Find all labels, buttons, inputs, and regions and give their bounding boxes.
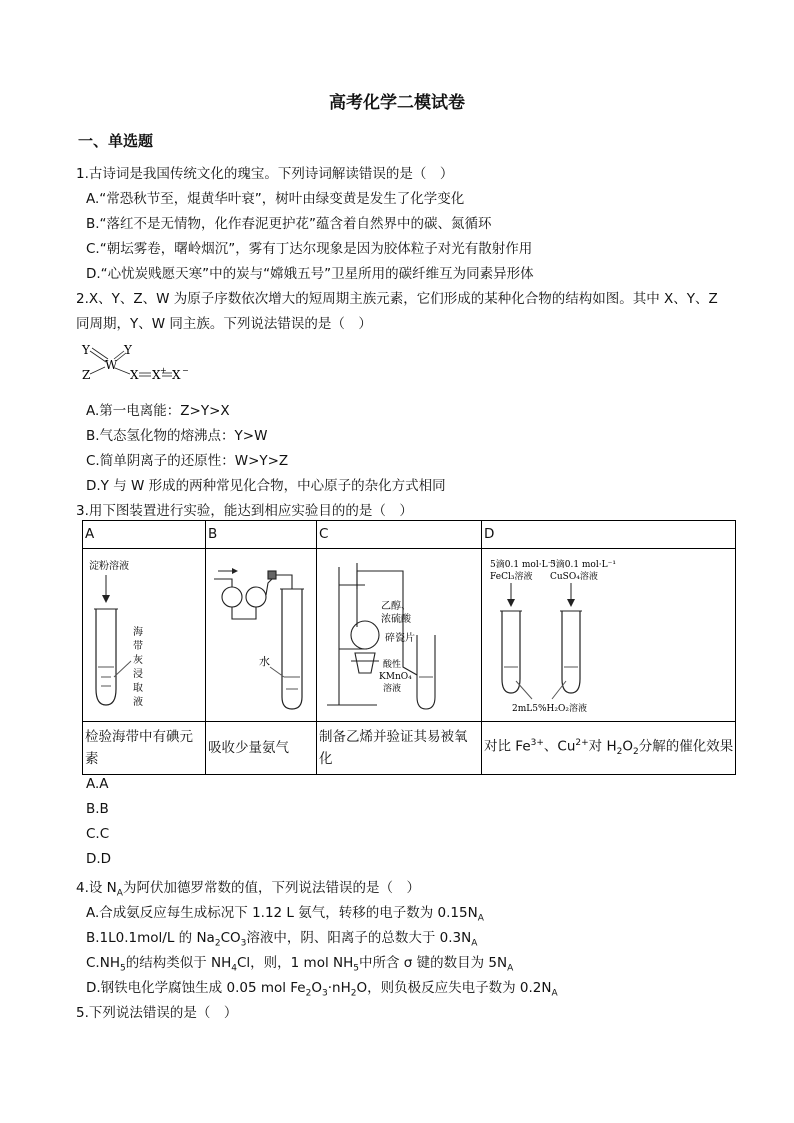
apparatus-b-drawing: [206, 549, 316, 717]
struct-y-left: Y: [82, 343, 90, 357]
struct-x1: X: [130, 368, 139, 382]
question-2-stem-line2: 同周期，Y、W 同主族。下列说法错误的是（ ）: [76, 316, 372, 332]
ammonia-absorber: [214, 571, 292, 619]
purpose-a: 检验海带中有碘元素: [83, 722, 206, 775]
struct-z: Z: [82, 368, 91, 382]
svg-text:海: 海: [133, 627, 143, 638]
label-fecl3-conc: 5滴0.1 mol·L⁻¹: [490, 560, 556, 570]
question-2-option-d: D.Y 与 W 形成的两种常见化合物，中心原子的杂化方式相同: [86, 478, 446, 494]
label-fecl3: FeCl₃溶液: [490, 572, 533, 582]
apparatus-b-cell: [206, 549, 317, 722]
question-3-option-c: C.C: [86, 826, 110, 842]
apparatus-d-drawing: [482, 549, 715, 717]
kmno4-tube: [417, 635, 435, 709]
label-cuso4-conc: 5滴0.1 mol·L⁻¹: [550, 560, 616, 570]
header-b: B: [206, 521, 317, 549]
svg-text:浸: 浸: [133, 669, 143, 680]
question-3-option-b: B.B: [86, 801, 109, 817]
section-heading: 一、单选题: [78, 132, 154, 150]
struct-x2: X: [152, 368, 161, 382]
purpose-b: 吸收少量氨气: [206, 722, 317, 775]
struct-x3: X: [172, 368, 181, 382]
question-1-option-a: A.“常恐秋节至，焜黄华叶衰”，树叶由绿变黄是发生了化学变化: [86, 191, 465, 207]
test-tube: [96, 609, 116, 705]
label-starch-solution: 淀粉溶液: [89, 561, 129, 572]
page-title: 高考化学二模试卷: [329, 93, 465, 113]
svg-text:液: 液: [133, 697, 143, 708]
header-d: D: [482, 521, 736, 549]
header-a: A: [83, 521, 206, 549]
purpose-d: 对比 $Fe^{3+}$、$Cu^{2+}$对 $H_2O_2$分解的催化效果: [482, 722, 736, 775]
header-c: C: [317, 521, 482, 549]
question-1-stem: 1.古诗词是我国传统文化的瑰宝。下列诗词解读错误的是（ ）: [76, 166, 454, 182]
label-porcelain-chips: 碎瓷片: [385, 633, 415, 644]
receiving-tube: [282, 589, 302, 709]
label-sulfuric-acid: 浓硫酸: [381, 614, 411, 625]
question-1-option-d: D.“心忧炭贱愿天寒”中的炭与“嫦娥五号”卫星所用的碳纤维互为同素异形体: [86, 266, 534, 282]
question-2-option-b: B.气态氢化物的熔沸点：Y>W: [86, 428, 268, 444]
label-cuso4: CuSO₄溶液: [550, 572, 598, 582]
question-2-stem-line1: 2.X、Y、Z、W 为原子序数依次增大的短周期主族元素，它们形成的某种化合物的结构如图。其中 X、Y、Z: [76, 291, 718, 307]
question-4-stem: 4.设 $N_A$为阿伏加德罗常数的值，下列说法错误的是（ ）: [76, 880, 420, 899]
svg-text:带: 带: [133, 641, 143, 652]
question-1-option-c: C.“朝坛雾卷，曙岭烟沉”，雾有丁达尔现象是因为胶体粒子对光有散射作用: [86, 241, 533, 257]
question-1-option-b: B.“落红不是无情物，化作春泥更护花”蕴含着自然界中的碳、氮循环: [86, 216, 492, 232]
apparatus-c-drawing: [317, 549, 481, 717]
label-water: 水: [259, 655, 270, 668]
label-ethanol: 乙醇、: [381, 601, 411, 612]
question-2-option-c: C.简单阴离子的还原性：W>Y>Z: [86, 453, 289, 469]
svg-text:KMnO₄: KMnO₄: [379, 672, 412, 682]
svg-text:灰: 灰: [133, 655, 143, 666]
label-h2o2: 2mL5%H₂O₂溶液: [512, 704, 587, 714]
svg-text:酸性: 酸性: [383, 660, 402, 670]
question-4-option-d: D.钢铁电化学腐蚀生成 0.05 mol $Fe_2O_3\cdot nH_2O$，则负极反应失电子数为 $0.2N_A$: [86, 980, 558, 999]
question-5-stem: 5.下列说法错误的是（ ）: [76, 1005, 238, 1021]
structure-diagram: [78, 338, 198, 388]
question-2-option-a: A.第一电离能：Z>Y>X: [86, 403, 230, 419]
struct-w: W: [105, 358, 118, 372]
purpose-c: 制备乙烯并验证其易被氧化: [317, 722, 482, 775]
svg-text:取: 取: [133, 683, 143, 694]
apparatus-d-cell: [482, 549, 736, 722]
test-tube-fecl3: [502, 611, 520, 693]
question-4-option-c: $C.NH_5$的结构类似于 $NH_4Cl$，则，1 mol $NH_5$中所含 σ 键的数目为 $5N_A$: [86, 955, 514, 974]
apparatus-table: [82, 520, 736, 775]
test-tube-cuso4: [562, 611, 580, 693]
question-3-option-d: D.D: [86, 851, 112, 867]
question-4-option-a: A.合成氨反应每生成标况下 1.12 L 氨气，转移的电子数为 $0.15N_A$: [86, 905, 484, 924]
struct-plus: +: [160, 366, 167, 375]
apparatus-a-cell: [83, 549, 206, 722]
struct-y-right: Y: [124, 343, 132, 357]
svg-text:溶液: 溶液: [383, 684, 402, 694]
apparatus-a-drawing: [83, 549, 205, 717]
question-4-option-b: B.1L0.1mol/L 的 $Na_2CO_3$溶液中，阴、阳离子的总数大于 $0.3N_A$: [86, 930, 478, 949]
question-3-option-a: A.A: [86, 776, 109, 792]
apparatus-c-cell: [317, 549, 482, 722]
struct-minus: −: [182, 366, 189, 375]
question-3-stem: 3.用下图装置进行实验，能达到相应实验目的的是（ ）: [76, 503, 413, 519]
